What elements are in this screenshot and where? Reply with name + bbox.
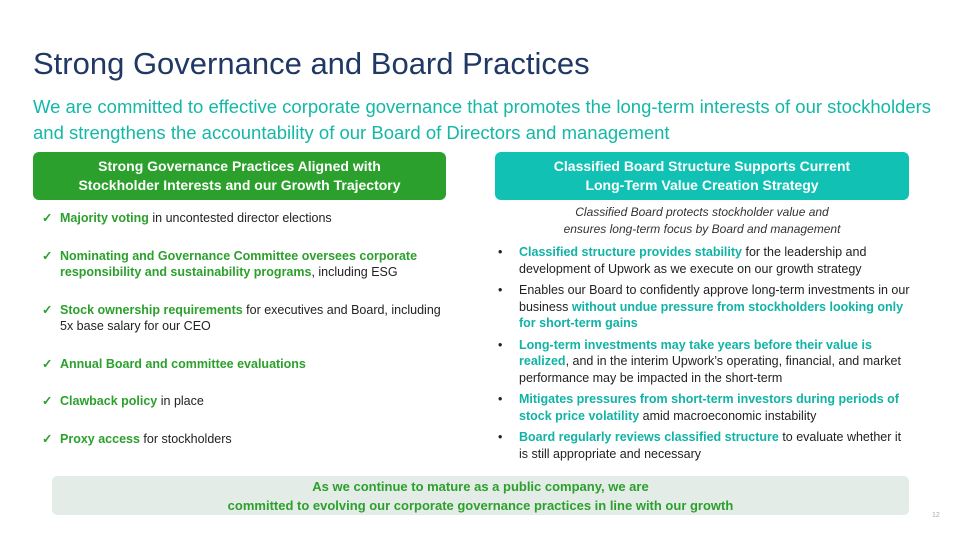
- item-text: , including ESG: [311, 265, 398, 279]
- caption-line: Classified Board protects stockholder value and: [575, 205, 829, 219]
- item-text: in uncontested director elections: [148, 211, 332, 225]
- header-line: Stockholder Interests and our Growth Trajectory: [78, 177, 401, 193]
- item-highlight: Majority voting: [60, 211, 149, 225]
- item-text: , and in the interim Upwork’s operating, financial, and market performance may be impacted in the short-term: [519, 354, 901, 385]
- checkmark-icon: ✓: [42, 431, 53, 446]
- list-item: [498, 429, 910, 462]
- item-text: for stockholders: [139, 431, 232, 446]
- list-item: [498, 337, 910, 387]
- list-item: [42, 302, 447, 335]
- checkmark-icon: ✓: [42, 248, 53, 263]
- item-text: in place: [157, 394, 204, 408]
- checkmark-icon: ✓: [42, 394, 53, 408]
- list-item: [498, 391, 910, 424]
- item-text: for executives and Board, including 5x base salary for our CEO: [60, 302, 441, 333]
- item-text: for the leadership and development of Upwork as we execute on our growth strategy: [519, 245, 867, 276]
- list-item: [498, 282, 910, 332]
- item-text: to evaluate whether it is still appropriate and necessary: [519, 430, 902, 461]
- item-highlight: without undue pressure from stockholders looking only for short-term gains: [519, 299, 904, 330]
- item-highlight: Annual Board and committee evaluations: [60, 356, 306, 371]
- item-highlight: Proxy access: [60, 431, 140, 446]
- governance-practices-header: [33, 152, 446, 200]
- header-line: Strong Governance Practices Aligned with: [98, 158, 381, 174]
- bullet-icon: •: [498, 430, 503, 444]
- checkmark-icon: ✓: [42, 302, 53, 317]
- page-number: 12: [932, 512, 940, 519]
- item-highlight: Mitigates pressures from short-term investors during periods of stock price volatility: [519, 392, 899, 423]
- classified-board-list: [498, 244, 910, 467]
- item-text: Enables our Board to confidently approve long-term investments in our business: [519, 283, 910, 314]
- governance-practices-list: [42, 210, 447, 447]
- page-title: Strong Governance and Board Practices: [33, 46, 590, 81]
- footer-banner: [52, 476, 909, 515]
- footer-line: committed to evolving our corporate governance practices in line with our growth: [227, 497, 734, 513]
- list-item: [42, 393, 447, 410]
- item-highlight: Stock ownership requirements: [60, 302, 243, 317]
- bullet-icon: •: [498, 337, 503, 352]
- classified-board-header: [495, 152, 909, 200]
- header-line: Classified Board Structure Supports Current: [553, 158, 851, 174]
- checkmark-icon: ✓: [42, 356, 53, 371]
- item-highlight: Nominating and Governance Committee oversees corporate responsibility and sustainability programs: [60, 248, 418, 279]
- page-subtitle: We are committed to effective corporate governance that promotes the long-term interests of our stockholders and strengthens the accountability of our Board of Directors and management: [33, 96, 932, 143]
- classified-board-caption: [495, 204, 909, 238]
- footer-line: As we continue to mature as a public company, we are: [312, 478, 649, 494]
- header-line: Long-Term Value Creation Strategy: [585, 177, 819, 193]
- bullet-icon: •: [498, 245, 503, 259]
- list-item: [42, 431, 447, 448]
- bullet-icon: •: [498, 283, 503, 297]
- item-highlight: Long-term investments may take years before their value is realized: [519, 337, 872, 368]
- bullet-icon: •: [498, 392, 503, 406]
- item-highlight: Board regularly reviews classified structure: [519, 430, 779, 444]
- item-text: amid macroeconomic instability: [639, 408, 817, 423]
- item-highlight: Clawback policy: [60, 394, 158, 408]
- item-highlight: Classified structure provides stability: [519, 245, 742, 259]
- list-item: [42, 356, 447, 373]
- list-item: [42, 248, 447, 281]
- caption-line: ensures long-term focus by Board and management: [563, 222, 841, 236]
- list-item: [498, 244, 910, 277]
- list-item: [42, 210, 447, 227]
- checkmark-icon: ✓: [42, 211, 53, 225]
